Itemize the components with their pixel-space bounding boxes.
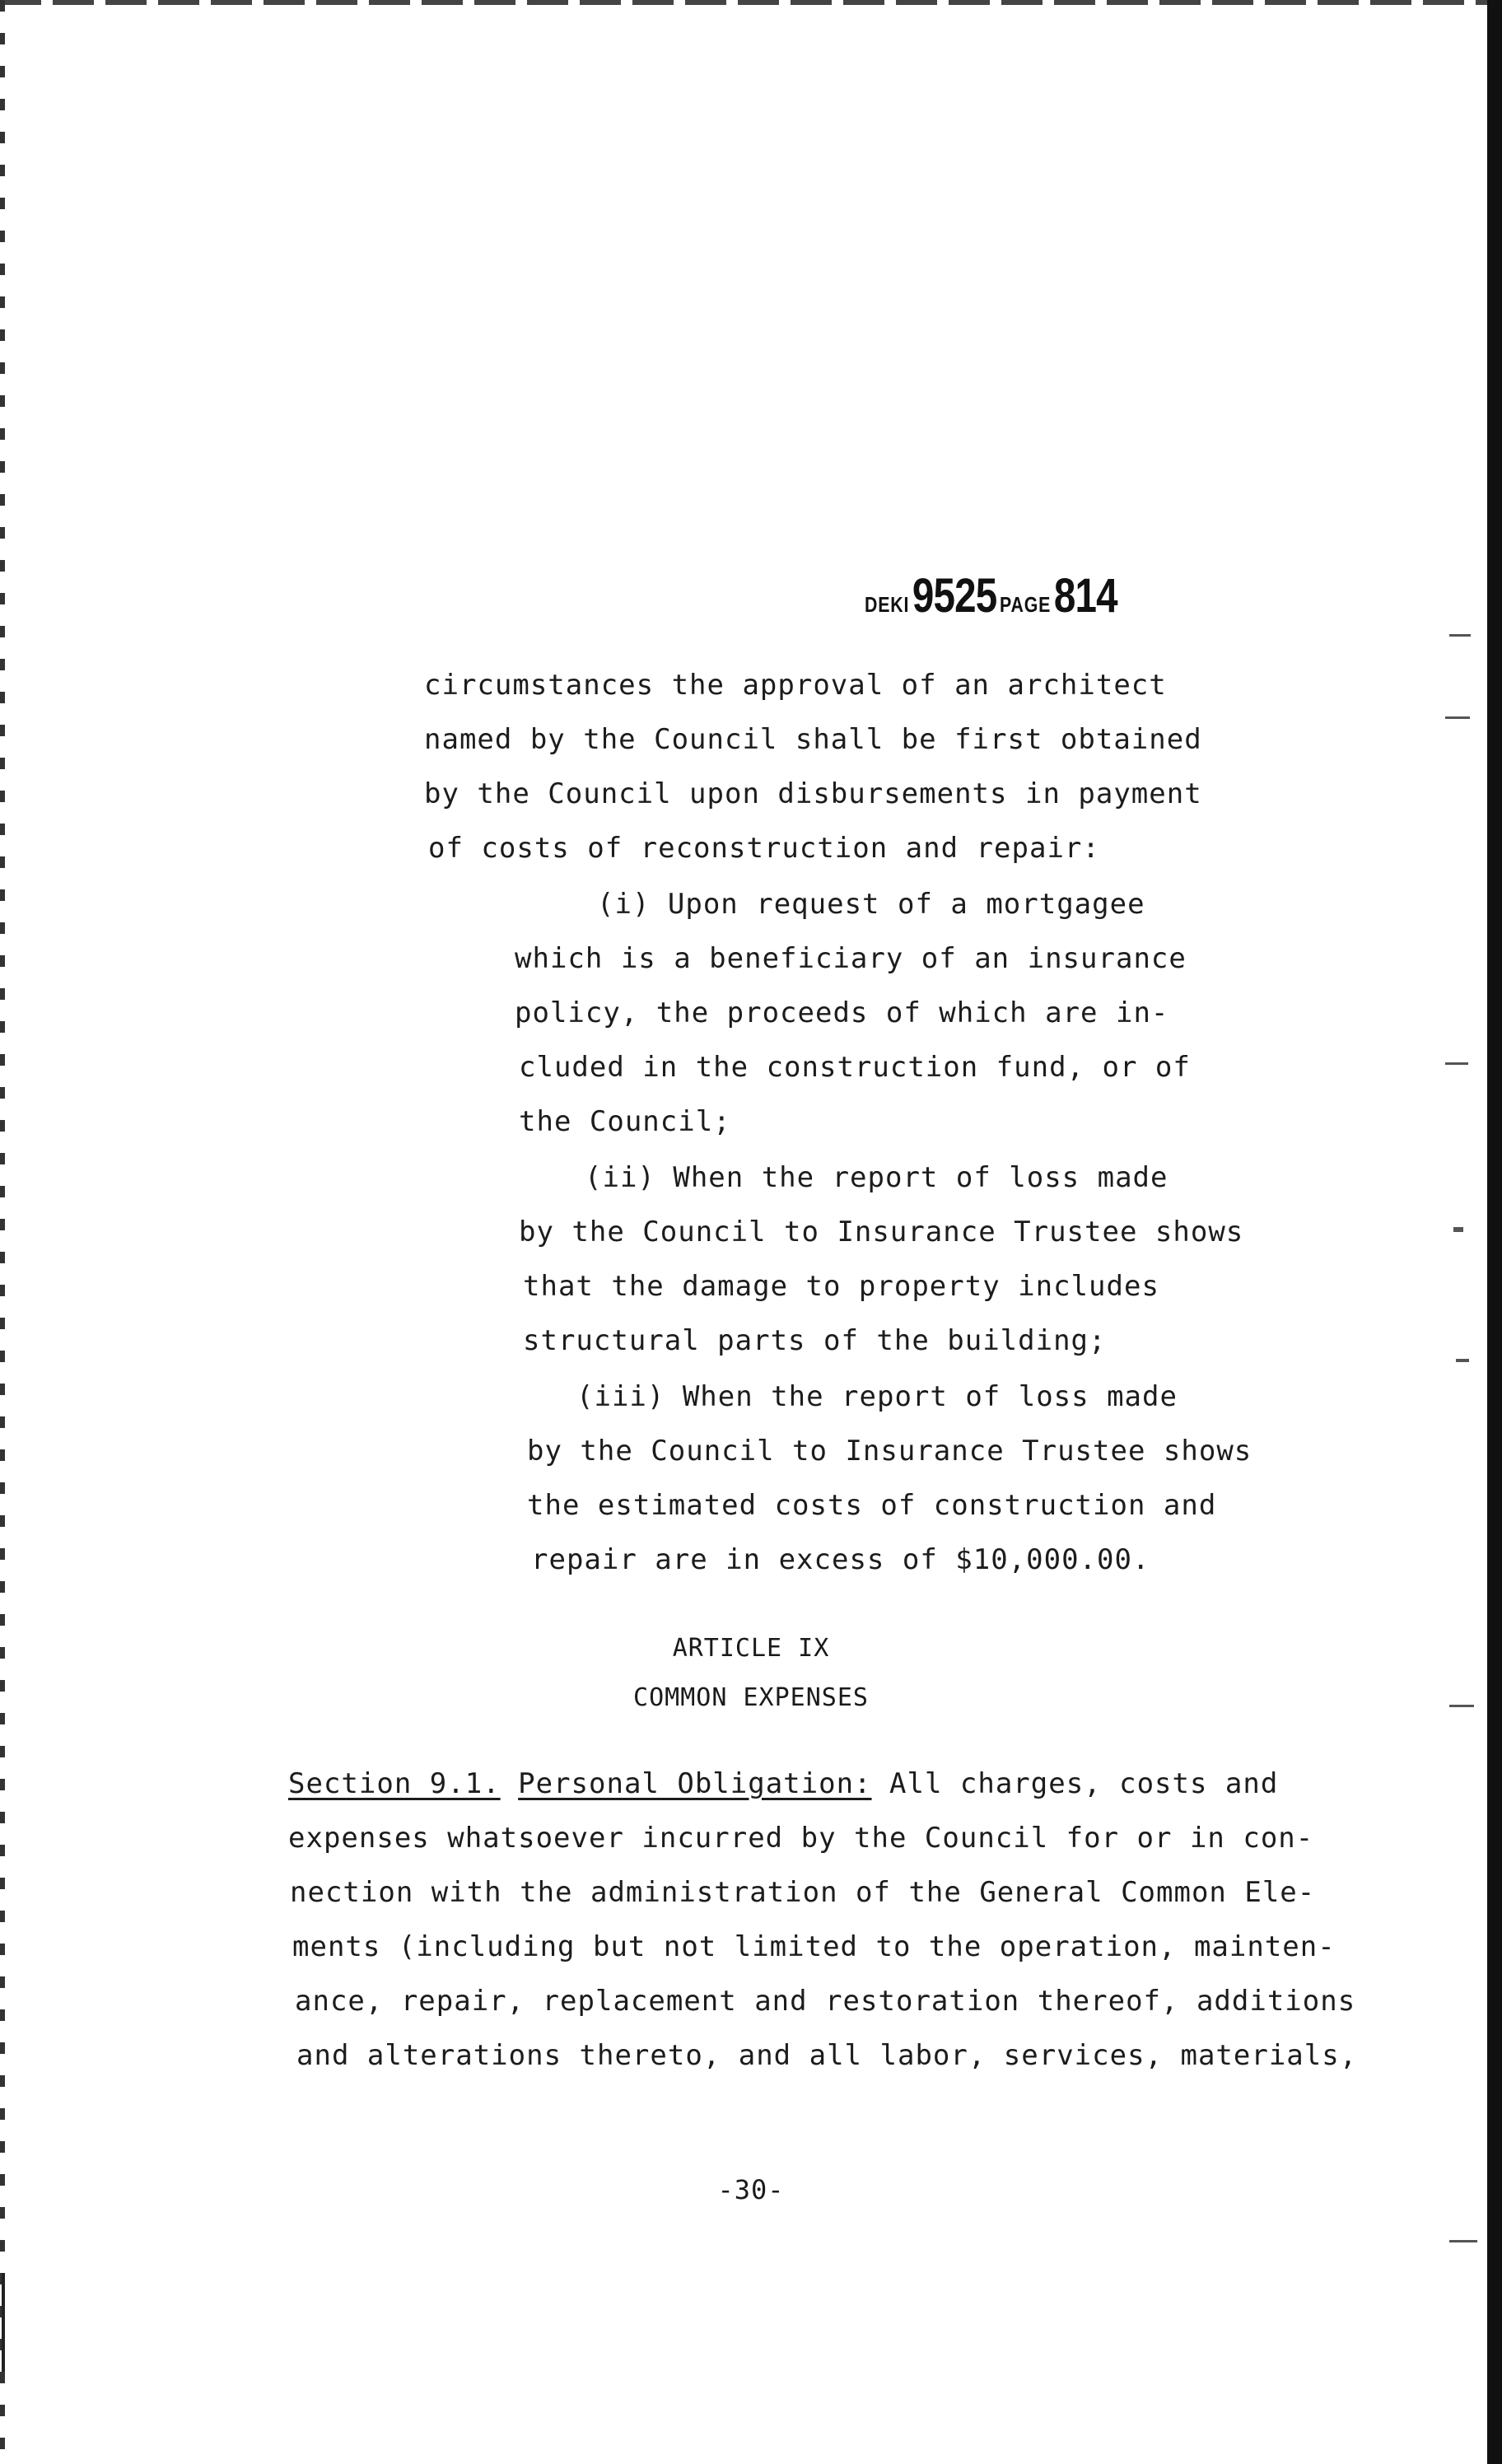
text-line: by the Council upon disbursements in payment [424,777,1202,810]
text-line: nection with the administration of the General Common Ele- [290,1876,1316,1909]
scan-mark [1449,2240,1477,2242]
text-line: ance, repair, replacement and restoration thereof, additions [295,1985,1356,2018]
scan-mark [2,2273,5,2372]
scan-mark [1453,1227,1463,1232]
text-line: named by the Council shall be first obtained [424,723,1202,756]
text-line: circumstances the approval of an architect [424,669,1167,702]
book-number: 9525 [912,569,997,623]
text-line: cluded in the construction fund, or of [519,1051,1191,1084]
section-heading: Personal Obligation: [518,1767,872,1800]
text-line: the Council; [519,1105,731,1138]
book-label: DEKI [865,592,910,617]
scan-edge-right [1487,0,1502,2464]
stamp-page-number: 814 [1053,569,1117,623]
text-line: that the damage to property includes [523,1270,1159,1303]
book-page-stamp [865,568,1117,623]
text-line: ments (including but not limited to the operation, mainten- [292,1930,1336,1963]
text-line: (ii) When the report of loss made [585,1161,1168,1194]
text-line: policy, the proceeds of which are in- [515,996,1169,1029]
article-number: ARTICLE IX [672,1634,830,1663]
article-title: COMMON EXPENSES [633,1683,869,1712]
text-line: by the Council to Insurance Trustee shows [527,1435,1252,1468]
scan-mark [1456,1359,1469,1362]
section-label: Section 9.1. [288,1767,501,1800]
section-first-line [288,1767,1278,1800]
section-first-line-text: All charges, costs and [871,1767,1279,1800]
text-line: (i) Upon request of a mortgagee [597,888,1145,921]
scan-edge-left [0,0,5,2464]
text-line: which is a beneficiary of an insurance [515,942,1187,975]
scan-mark [1445,1062,1468,1065]
text-line: repair are in excess of $10,000.00. [531,1543,1150,1576]
page-label: PAGE [1000,592,1052,617]
page-number: -30- [717,2174,785,2205]
text-line: the estimated costs of construction and [527,1489,1217,1522]
text-line: structural parts of the building; [523,1324,1107,1357]
text-line: by the Council to Insurance Trustee shows [519,1216,1244,1248]
text-line: (iii) When the report of loss made [576,1380,1178,1413]
scan-mark [1445,716,1470,719]
scan-mark [1449,634,1471,637]
text-line: of costs of reconstruction and repair: [428,832,1100,865]
text-line: expenses whatsoever incurred by the Council for or in con- [288,1822,1314,1855]
text-line: and alterations thereto, and all labor, services, materials, [296,2039,1358,2072]
scan-edge-top [0,0,1502,5]
